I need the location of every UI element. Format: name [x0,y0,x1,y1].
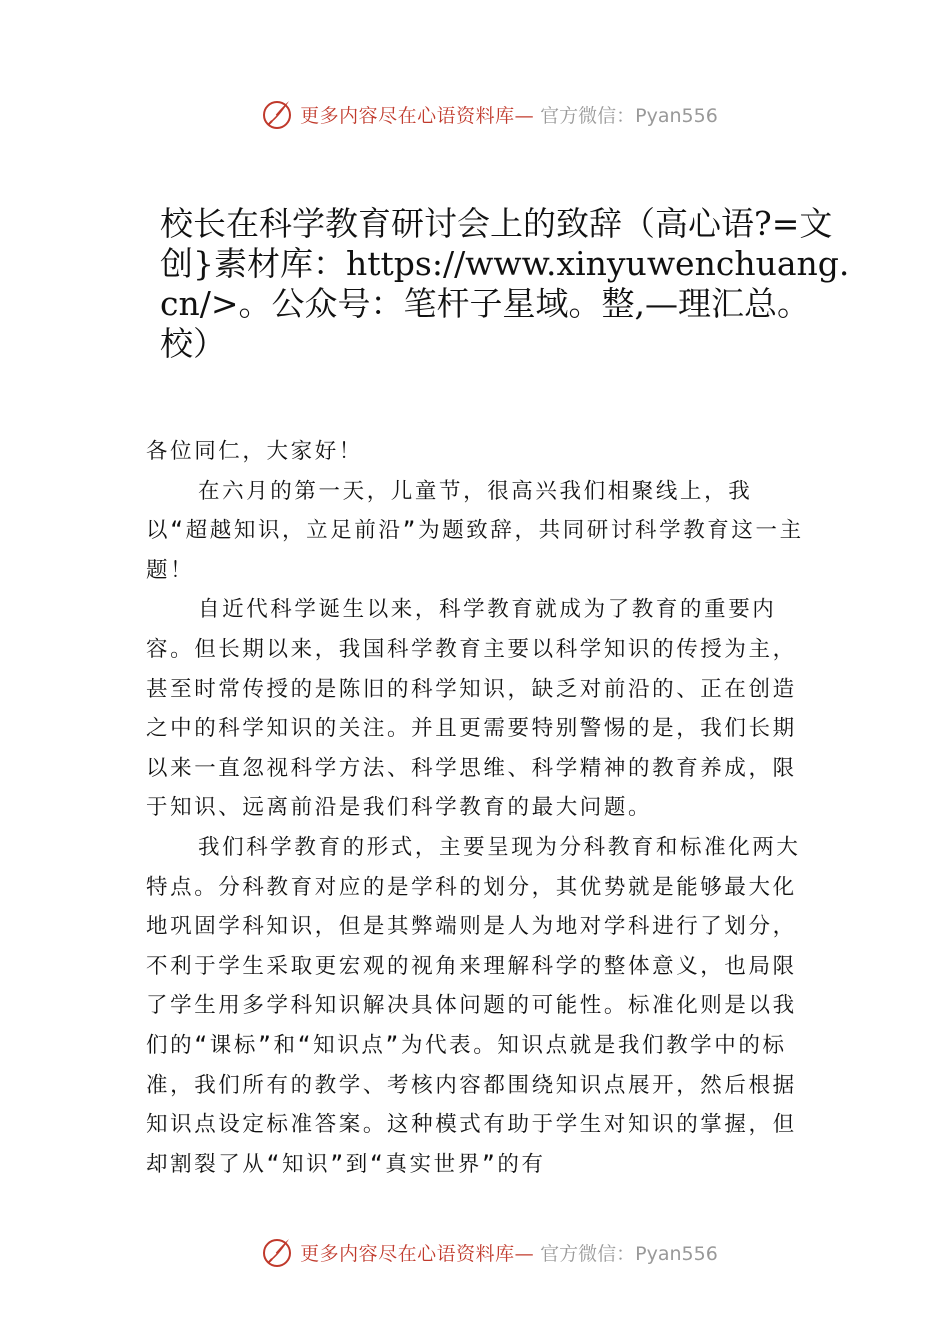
banner-promo-text: 更多内容尽在心语资料库— [300,1242,535,1265]
quill-pen-logo-icon [260,1235,294,1269]
banner-content [260,1235,718,1269]
banner-content [260,97,718,131]
footer-banner [0,1232,950,1272]
body-paragraph-1: 在六月的第一天，儿童节，很高兴我们相聚线上，我以“超越知识，立足前沿”为题致辞，共同研讨科学教育这一主题！ [146,478,804,583]
body-paragraph-2: 自近代科学诞生以来，科学教育就成为了教育的重要内容。但长期以来，我国科学教育主要以科学知识的传授为主，甚至时常传授的是陈旧的科学知识，缺乏对前沿的、正在创造之中的科学知识的关注。并且更需要特别警惕的是，我们长期以来一直忽视科学方法、科学思维、科学精神的教育养成，限于知识、远离前沿是我们科学教育的最大问题。 [146,597,797,821]
body-paragraph-3: 我们科学教育的形式，主要呈现为分科教育和标准化两大特点。分科教育对应的是学科的划分，其优势就是能够最大化地巩固学科知识，但是其弊端则是人为地对学科进行了划分，不利于学生采取更宏观的视角来理解科学的整体意义，也局限了学生用多学科知识解决具体问题的可能性。标准化则是以我们的“课标”和“知识点”为代表。知识点就是我们教学中的标准，我们所有的教学、考核内容都围绕知识点展开，然后根据知识点设定标准答案。这种模式有助于学生对知识的掌握，但却割裂了从“知识”到“真实世界”的有 [146,834,801,1177]
header-banner [0,94,950,134]
quill-pen-logo-icon [260,97,294,131]
document-title: 校长在科学教育研讨会上的致辞（高心语?=文创}素材库：https://www.xinyuwenchuang.cn/>。公众号：笔杆子星域。整,—理汇总。校） [160,204,850,363]
document-body [146,432,808,1184]
banner-wechat-text: 官方微信：Pyan556 [540,1242,718,1265]
banner-promo-text: 更多内容尽在心语资料库— [300,104,535,127]
greeting-line: 各位同仁，大家好！ [146,439,363,464]
banner-wechat-text: 官方微信：Pyan556 [540,104,718,127]
